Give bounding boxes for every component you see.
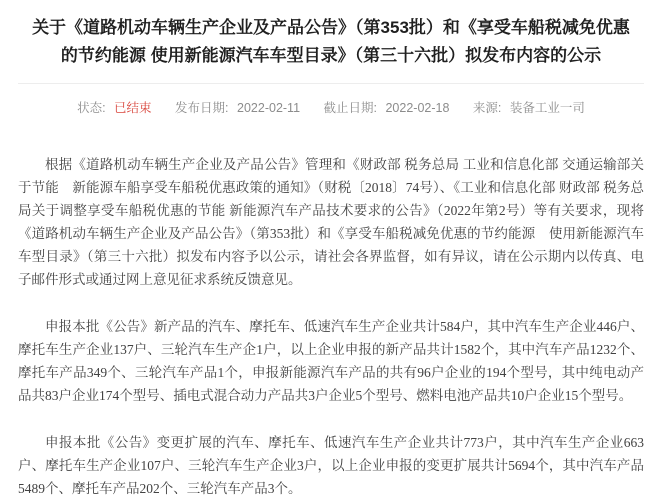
- deadline-value: 2022-02-18: [385, 101, 450, 115]
- title-divider: [18, 83, 644, 84]
- deadline-field: [324, 99, 450, 117]
- paragraph-new-products: 申报本批《公告》新产品的汽车、摩托车、低速汽车生产企业共计584户，其中汽车生产企业446户、摩托车生产企业137户、三轮汽车生产企1户，以上企业申报的新产品共计1582个，其中汽车产品1232个、摩托车产品349个、三轮汽车产品1个，申报新能源汽车产品的共有96户企业的194个型号，其中纯电动产品共83户企业174个型号、插电式混合动力产品共3户企业5个型号、燃料电池产品共10户企业15个型号。: [18, 319, 644, 403]
- publish-date-field: [175, 99, 300, 117]
- status-label: 状态:: [77, 101, 106, 115]
- meta-bar: [0, 99, 662, 117]
- status-badge: 已结束: [114, 101, 152, 115]
- publish-date-label: 发布日期:: [175, 101, 229, 115]
- source-value: 装备工业一司: [509, 101, 585, 115]
- page-title: 关于《道路机动车辆生产企业及产品公告》（第353批）和《享受车船税减免优惠的节约能源 使用新能源汽车车型目录》（第三十六批）拟发布内容的公示: [32, 18, 630, 65]
- paragraph-basis: 根据《道路机动车辆生产企业及产品公告》管理和《财政部 税务总局 工业和信息化部 交通运输部关于节能 新能源车船享受车船税优惠政策的通知》（财税〔2018〕74号）、《工业和信息化部 财政部 税务总局关于调整享受车船税优惠的节能 新能源汽车产品技术要求的公告》（2022年第2号）等有关要求，现将《道路机动车辆生产企业及产品公告》（第353批）和《享受车船税减免优惠的节约能源 使用新能源汽车车型目录》（第三十六批）拟发布内容予以公示，请社会各界监督，如有异议，请在公示期内以传真、电子邮件形式或通过网上意见征求系统反馈意见。: [18, 157, 644, 287]
- source-label: 来源:: [472, 101, 502, 115]
- status-field: [77, 99, 151, 117]
- publish-date-value: 2022-02-11: [237, 101, 301, 115]
- paragraph-changed-products: 申报本批《公告》变更扩展的汽车、摩托车、低速汽车生产企业共计773户，其中汽车生产企业663户、摩托车生产企业107户、三轮汽车生产企业3户，以上企业申报的变更扩展共计5694个，其中汽车产品5489个、摩托车产品202个、三轮汽车产品3个。: [18, 435, 644, 496]
- deadline-label: 截止日期:: [323, 101, 377, 115]
- source-field: [473, 99, 585, 117]
- announcement-page: [0, 14, 662, 496]
